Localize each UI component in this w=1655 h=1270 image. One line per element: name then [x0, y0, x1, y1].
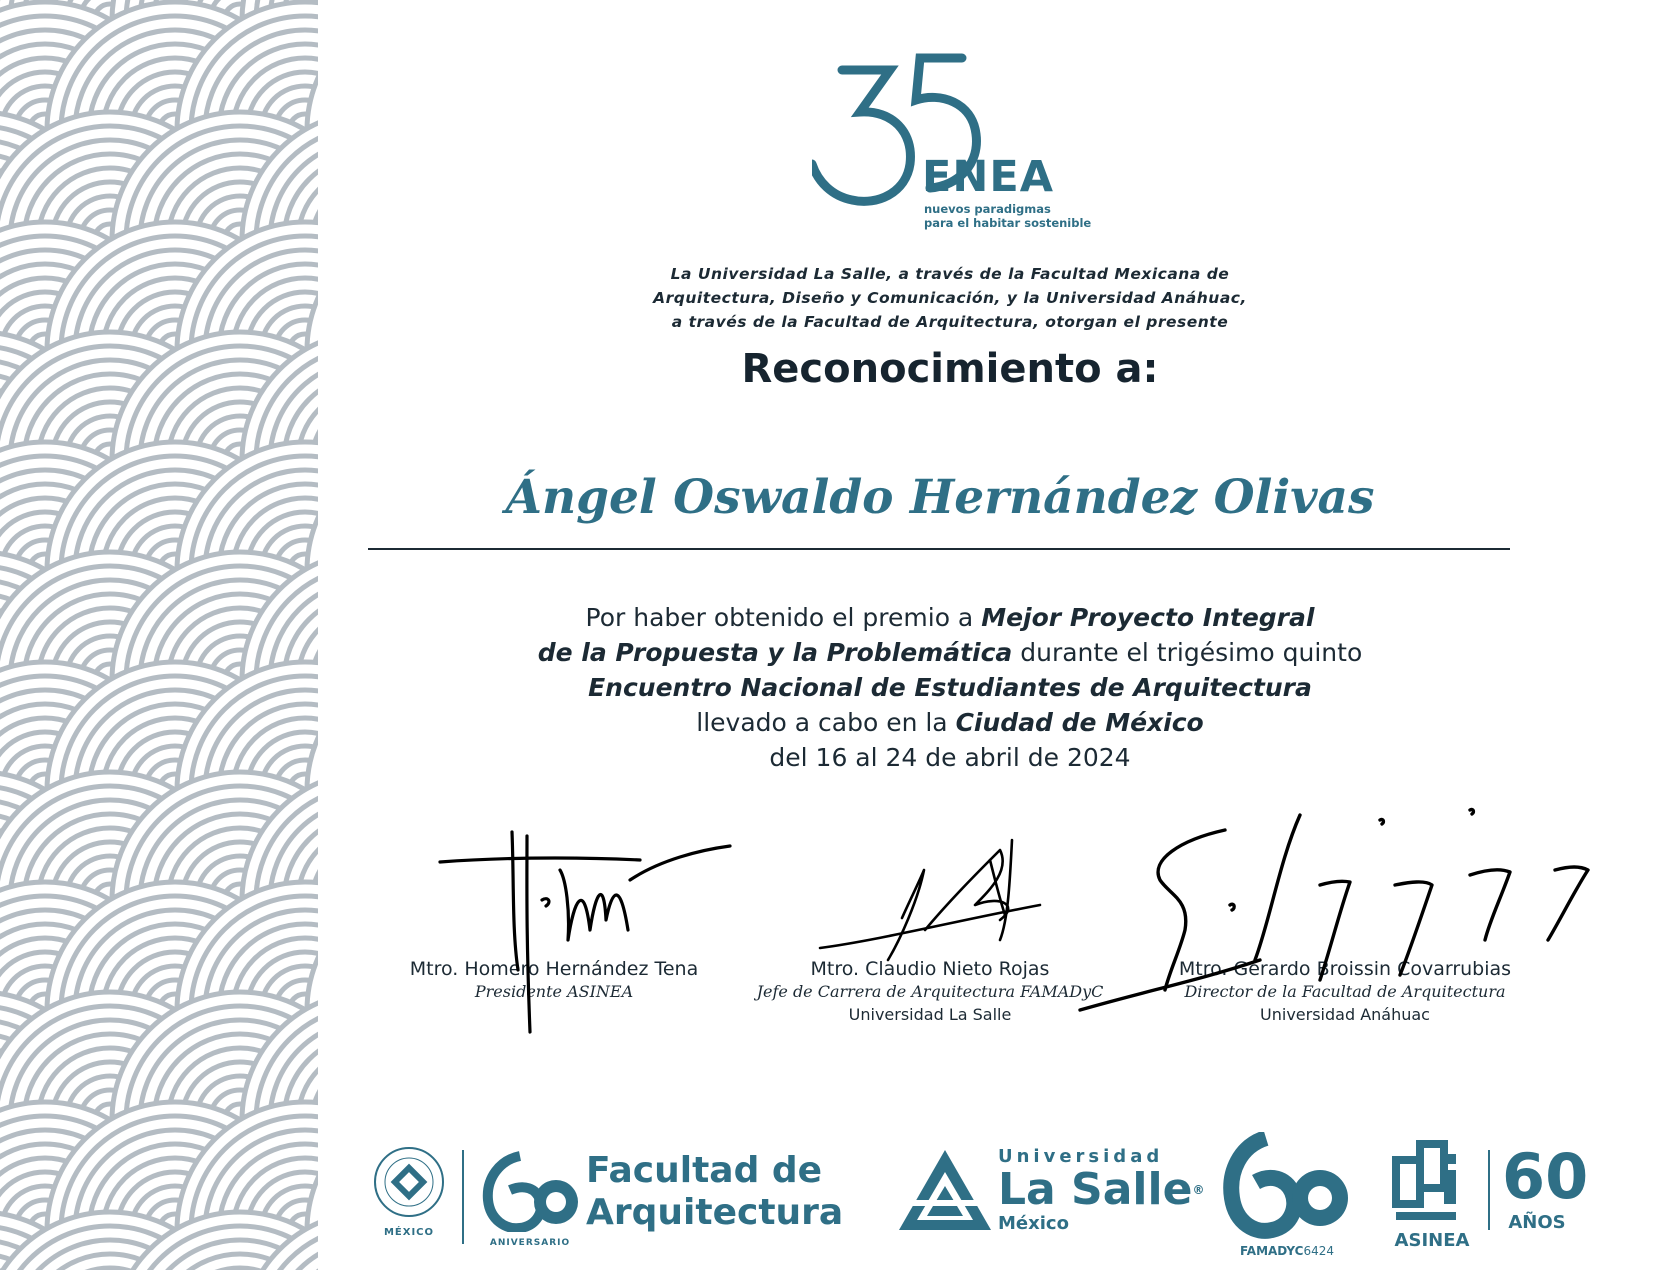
- award-title-part2: de la Propuesta y la Problemática: [537, 638, 1013, 667]
- famadyc-label: [1222, 1244, 1352, 1258]
- signer-1-role: Presidente ASINEA: [474, 982, 634, 1001]
- asinea-60-years: [1502, 1140, 1589, 1262]
- fa-line-1: Facultad de: [586, 1150, 823, 1191]
- enea-tagline: [924, 202, 1091, 230]
- facultad-arquitectura-logo: [586, 1150, 843, 1234]
- famadyc-sixty-icon: [1222, 1132, 1352, 1240]
- signer-3: [1135, 958, 1555, 1026]
- event-city: Ciudad de México: [955, 708, 1204, 737]
- lasalle-emblem: [895, 1146, 995, 1246]
- lasalle-emblem-icon: [895, 1146, 995, 1236]
- lasalle-mexico: México: [998, 1213, 1069, 1234]
- decorative-arc-pattern: [0, 0, 318, 1270]
- signer-2-institution: Universidad La Salle: [848, 1005, 1012, 1024]
- award-line-4: [500, 705, 1400, 740]
- signer-3-institution: Universidad Anáhuac: [1260, 1005, 1430, 1024]
- famadyc-logo: [1222, 1132, 1352, 1262]
- sixty-anniversary-icon: [480, 1150, 580, 1232]
- award-line-2-text: durante el trigésimo quinto: [1012, 638, 1363, 667]
- intro-line-1: La Universidad La Salle, a través de la Facultad Mexicana de: [670, 265, 1230, 283]
- intro-text: [600, 262, 1300, 334]
- famadyc-code: 6424: [1303, 1244, 1335, 1258]
- award-line-1: [500, 600, 1400, 635]
- intro-line-3: a través de la Facultad de Arquitectura, otorgan el presente: [671, 313, 1229, 331]
- intro-line-2: Arquitectura, Diseño y Comunicación, y la Universidad Anáhuac,: [653, 289, 1247, 307]
- aniversario-label: ANIVERSARIO: [489, 1238, 571, 1248]
- anahuac-seal-icon: [372, 1145, 446, 1219]
- asinea-logo: [1392, 1140, 1472, 1260]
- anahuac-mexico-label: MÉXICO: [383, 1227, 435, 1238]
- anos-label: AÑOS: [1508, 1212, 1566, 1233]
- signer-2-name: Mtro. Claudio Nieto Rojas: [810, 958, 1050, 980]
- award-line-2: [500, 635, 1400, 670]
- sixty-number: 60: [1502, 1140, 1589, 1213]
- signer-2: [720, 958, 1140, 1026]
- enea-tagline-line2: para el habitar sostenible: [924, 216, 1092, 230]
- lasalle-wordmark: [998, 1146, 1204, 1234]
- award-title-part1: Mejor Proyecto Integral: [981, 603, 1315, 632]
- award-line-1-text: Por haber obtenido el premio a: [585, 603, 982, 632]
- sixty-anniversary-logo: [480, 1150, 580, 1250]
- footer-logos: [0, 1120, 1655, 1270]
- enea-tagline-line1: nuevos paradigmas: [924, 202, 1051, 216]
- footer-divider-2: [1488, 1150, 1490, 1230]
- signer-1: [344, 958, 764, 1004]
- signature-2-icon: [820, 840, 1040, 960]
- award-line-5: del 16 al 24 de abril de 2024: [769, 743, 1131, 772]
- award-line-4-text: llevado a cabo en la: [696, 708, 956, 737]
- award-description: [500, 600, 1400, 775]
- asinea-word: ASINEA: [1394, 1230, 1470, 1251]
- enea-acronym: ENEA: [922, 152, 1055, 202]
- certificate-heading: Reconocimiento a:: [741, 346, 1159, 392]
- signer-1-name: Mtro. Homero Hernández Tena: [409, 958, 699, 980]
- lasalle-name: [998, 1164, 1205, 1215]
- lasalle-name-text: La Salle: [998, 1164, 1193, 1215]
- recipient-name: Ángel Oswaldo Hernández Olivas: [505, 470, 1375, 525]
- event-name: Encuentro Nacional de Estudiantes de Arquitectura: [588, 673, 1312, 702]
- signer-3-role: Director de la Facultad de Arquitectura: [1184, 982, 1506, 1001]
- recipient-underline: [368, 548, 1510, 550]
- fa-line-2: Arquitectura: [586, 1192, 844, 1233]
- footer-divider-1: [462, 1150, 464, 1244]
- signer-3-name: Mtro. Gerardo Broissin Covarrubias: [1178, 958, 1512, 980]
- anahuac-seal: [372, 1145, 446, 1255]
- lasalle-universidad: Universidad: [998, 1146, 1164, 1167]
- famadyc-word: FAMADYC: [1239, 1244, 1304, 1258]
- award-line-3: [500, 670, 1400, 705]
- lasalle-registered-mark: ®: [1192, 1183, 1205, 1197]
- signer-2-role: Jefe de Carrera de Arquitectura FAMADyC: [756, 982, 1104, 1001]
- enea-35-logo: [812, 52, 1112, 242]
- asinea-emblem-icon: [1392, 1140, 1472, 1226]
